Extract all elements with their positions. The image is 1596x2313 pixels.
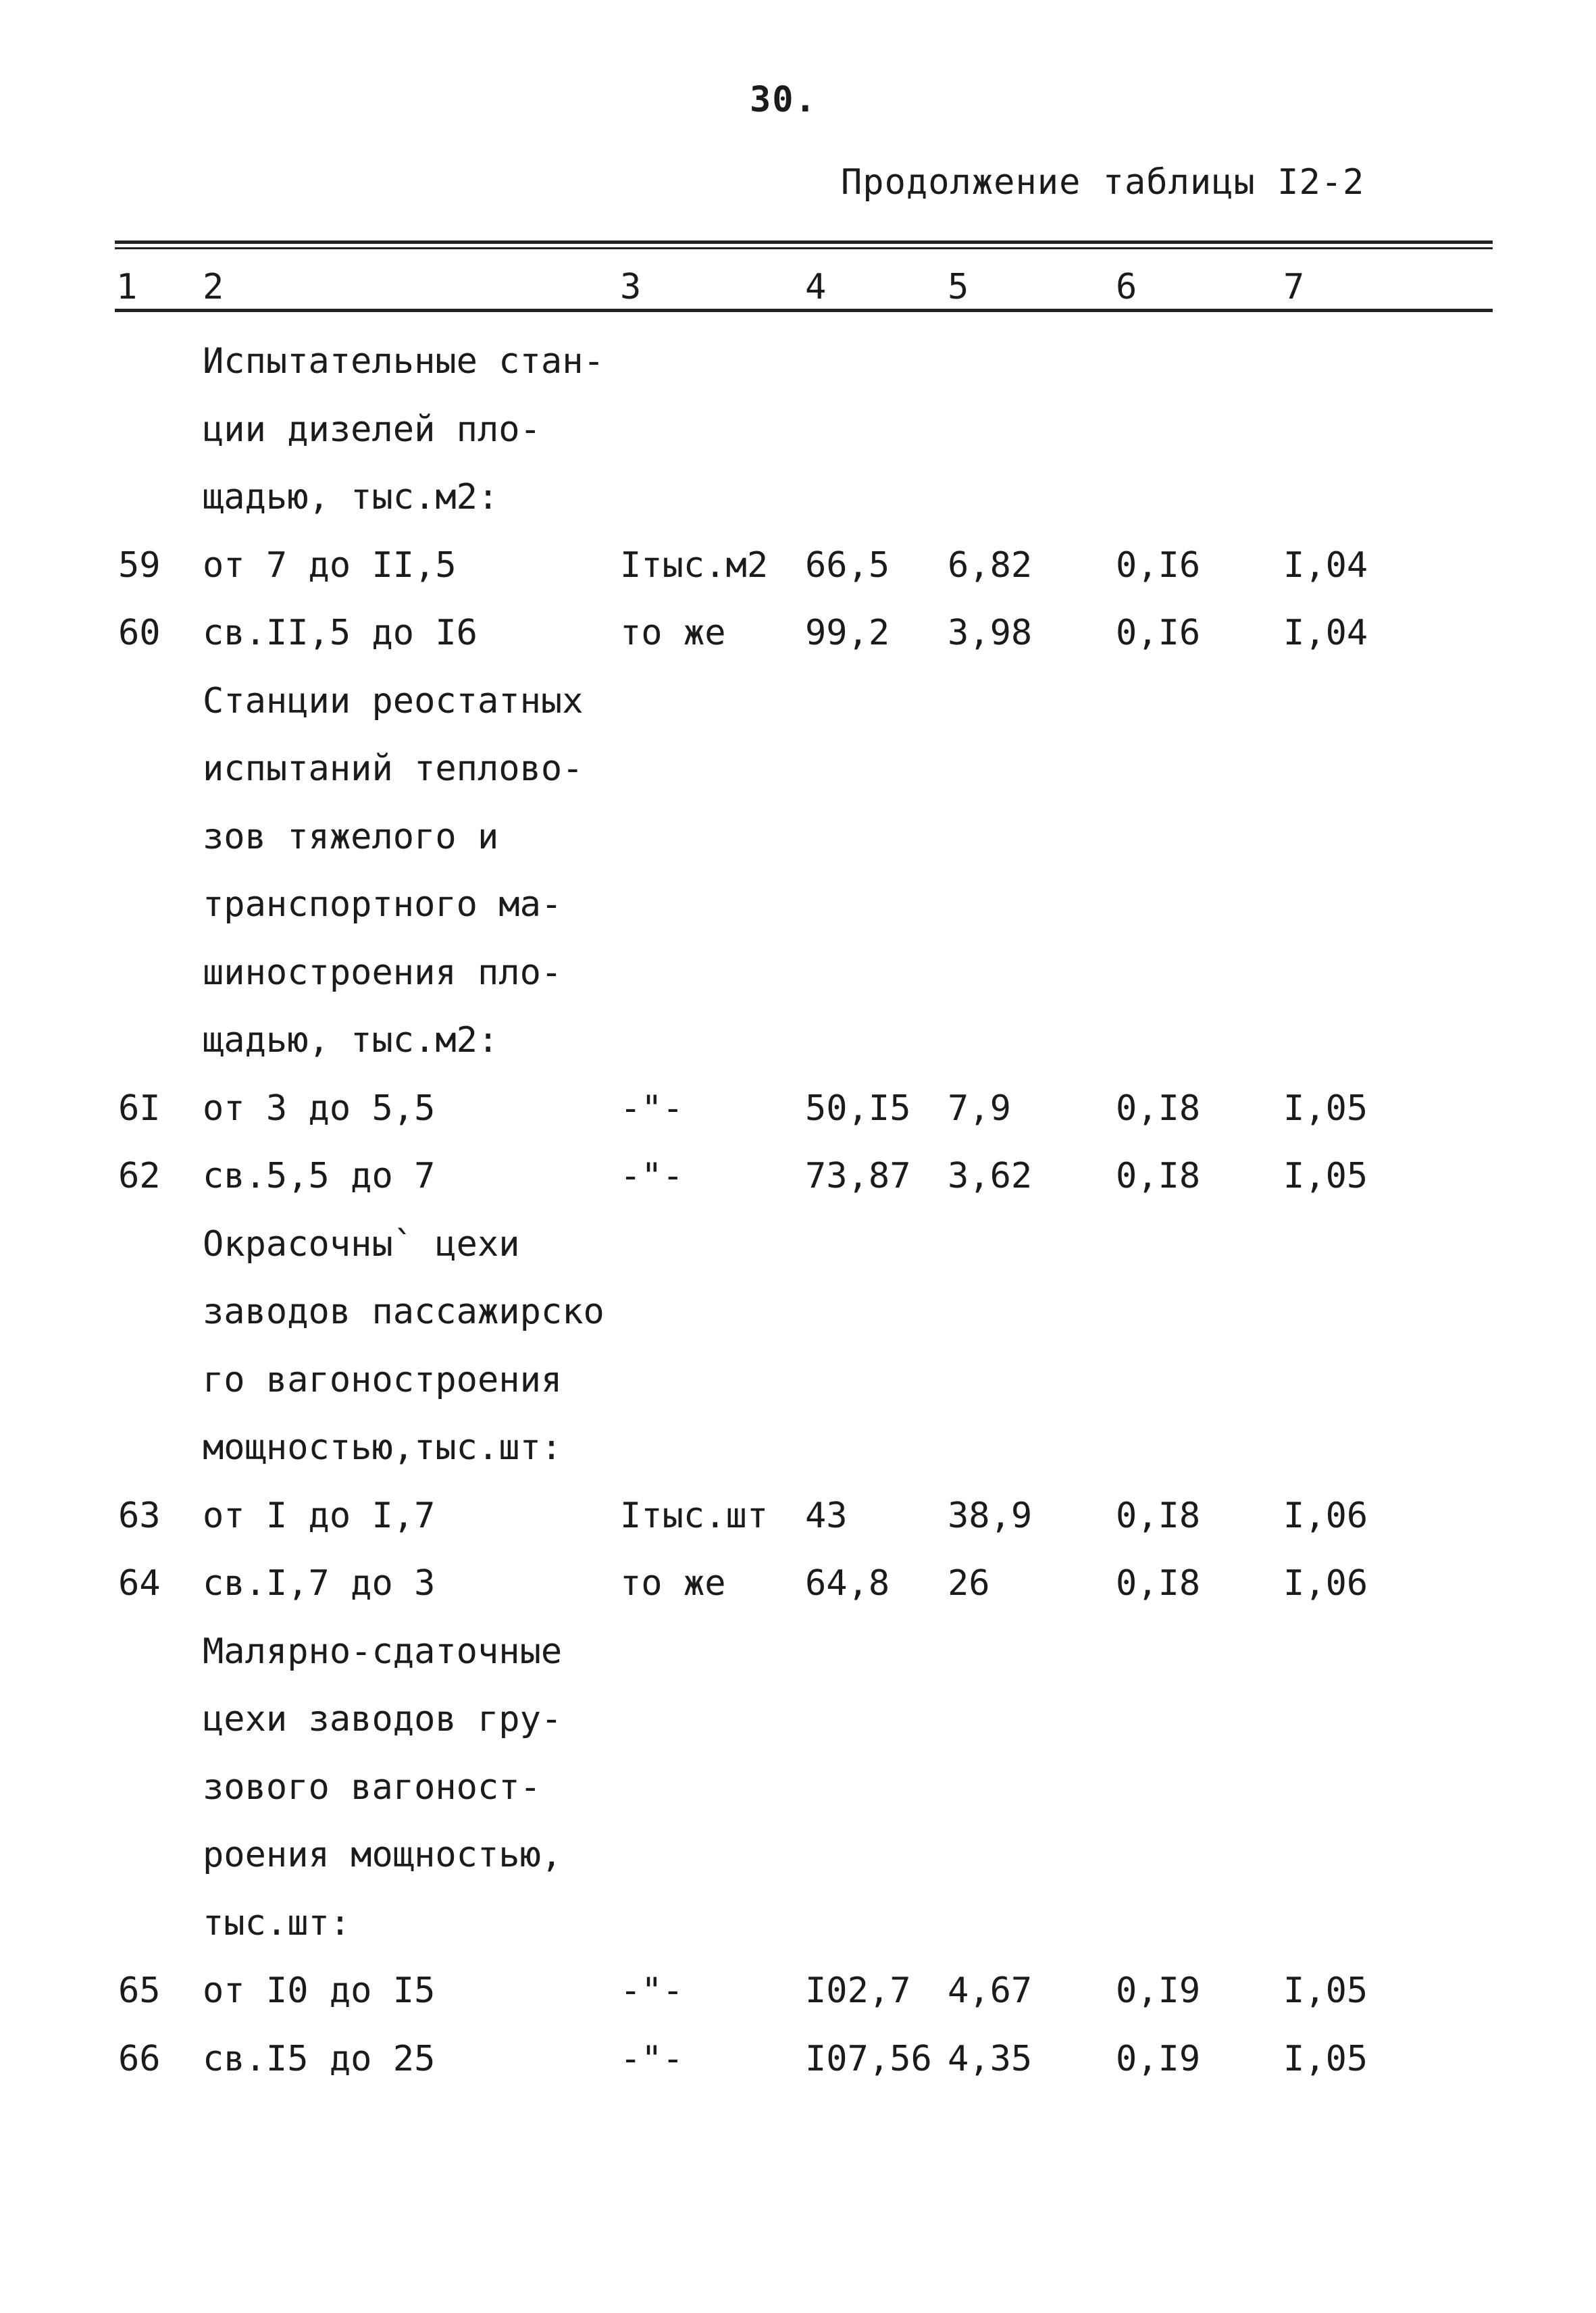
row-unit: -"-	[620, 1088, 684, 1129]
row-col7-value: I,04	[1283, 545, 1368, 586]
row-col6-value: 0,I8	[1116, 1088, 1201, 1129]
column-header-7: 7	[1283, 267, 1305, 307]
row-col5-value: 26	[948, 1563, 990, 1604]
row-description: Станции реостатных	[203, 681, 584, 721]
row-description: заводов пассажирско	[203, 1292, 604, 1332]
row-unit: Iтыс.шт	[620, 1496, 769, 1536]
row-number: 66	[118, 2039, 161, 2079]
row-unit: -"-	[620, 1971, 684, 2011]
row-col5-value: 7,9	[948, 1088, 1011, 1129]
row-col4-value: 50,I5	[805, 1088, 911, 1129]
row-col6-value: 0,I8	[1116, 1156, 1201, 1196]
row-col5-value: 38,9	[948, 1496, 1033, 1536]
row-col5-value: 3,98	[948, 613, 1033, 653]
row-unit: то же	[620, 613, 726, 653]
row-col7-value: I,05	[1283, 1156, 1368, 1196]
row-description: щадью, тыс.м2:	[203, 477, 499, 517]
continuation-title: Продолжение таблицы I2-2	[841, 162, 1365, 203]
row-description: от 3 до 5,5	[203, 1088, 436, 1129]
row-unit: Iтыс.м2	[620, 545, 769, 586]
column-header-2: 2	[203, 267, 224, 307]
row-description: св.II,5 до I6	[203, 613, 478, 653]
row-col4-value: I02,7	[805, 1971, 911, 2011]
row-col5-value: 3,62	[948, 1156, 1033, 1196]
row-description: го вагоностроения	[203, 1360, 563, 1400]
row-description: св.I,7 до 3	[203, 1563, 436, 1604]
row-col7-value: I,06	[1283, 1496, 1368, 1536]
row-description: Испытательные стан-	[203, 341, 604, 382]
row-col4-value: I07,56	[805, 2039, 932, 2079]
top-rule	[115, 240, 1493, 244]
row-description: испытаний теплово-	[203, 748, 584, 789]
row-col7-value: I,05	[1283, 1971, 1368, 2011]
row-col4-value: 99,2	[805, 613, 890, 653]
row-col7-value: I,05	[1283, 1088, 1368, 1129]
row-number: 64	[118, 1563, 161, 1604]
row-number: 65	[118, 1971, 161, 2011]
row-description: зов тяжелого и	[203, 817, 499, 857]
row-description: св.5,5 до 7	[203, 1156, 436, 1196]
row-description: роения мощностью,	[203, 1835, 563, 1875]
row-col6-value: 0,I8	[1116, 1563, 1201, 1604]
header-rule	[115, 309, 1493, 312]
row-description: зового вагоност-	[203, 1767, 541, 1808]
column-header-1: 1	[116, 267, 138, 307]
row-description: Малярно-сдаточные	[203, 1631, 563, 1672]
row-col6-value: 0,I9	[1116, 2039, 1201, 2079]
row-number: 62	[118, 1156, 161, 1196]
top-rule-secondary	[115, 247, 1493, 249]
row-col5-value: 4,67	[948, 1971, 1033, 2011]
row-col4-value: 64,8	[805, 1563, 890, 1604]
row-description: ции дизелей пло-	[203, 409, 541, 450]
row-col4-value: 66,5	[805, 545, 890, 586]
row-number: 6I	[118, 1088, 161, 1129]
row-description: тыс.шт:	[203, 1903, 351, 1943]
column-header-5: 5	[948, 267, 969, 307]
row-col6-value: 0,I6	[1116, 545, 1201, 586]
row-description: цехи заводов гру-	[203, 1699, 563, 1739]
page-number: 30.	[750, 80, 817, 120]
row-number: 60	[118, 613, 161, 653]
row-number: 63	[118, 1496, 161, 1536]
row-description: Окрасочны` цехи	[203, 1224, 520, 1265]
row-col5-value: 4,35	[948, 2039, 1033, 2079]
row-col7-value: I,05	[1283, 2039, 1368, 2079]
row-col7-value: I,06	[1283, 1563, 1368, 1604]
row-col5-value: 6,82	[948, 545, 1033, 586]
row-description: св.I5 до 25	[203, 2039, 436, 2079]
row-number: 59	[118, 545, 161, 586]
row-description: мощностью,тыс.шт:	[203, 1427, 563, 1468]
row-unit: -"-	[620, 2039, 684, 2079]
column-header-3: 3	[620, 267, 642, 307]
row-col6-value: 0,I8	[1116, 1496, 1201, 1536]
column-header-4: 4	[805, 267, 827, 307]
row-col4-value: 43	[805, 1496, 848, 1536]
row-col6-value: 0,I9	[1116, 1971, 1201, 2011]
row-col6-value: 0,I6	[1116, 613, 1201, 653]
row-description: от I0 до I5	[203, 1971, 436, 2011]
row-description: от 7 до II,5	[203, 545, 457, 586]
row-description: щадью, тыс.м2:	[203, 1020, 499, 1061]
row-col7-value: I,04	[1283, 613, 1368, 653]
column-header-6: 6	[1116, 267, 1137, 307]
row-description: шиностроения пло-	[203, 952, 563, 993]
row-unit: то же	[620, 1563, 726, 1604]
row-description: от I до I,7	[203, 1496, 436, 1536]
row-description: транспортного ма-	[203, 884, 563, 925]
row-unit: -"-	[620, 1156, 684, 1196]
row-col4-value: 73,87	[805, 1156, 911, 1196]
